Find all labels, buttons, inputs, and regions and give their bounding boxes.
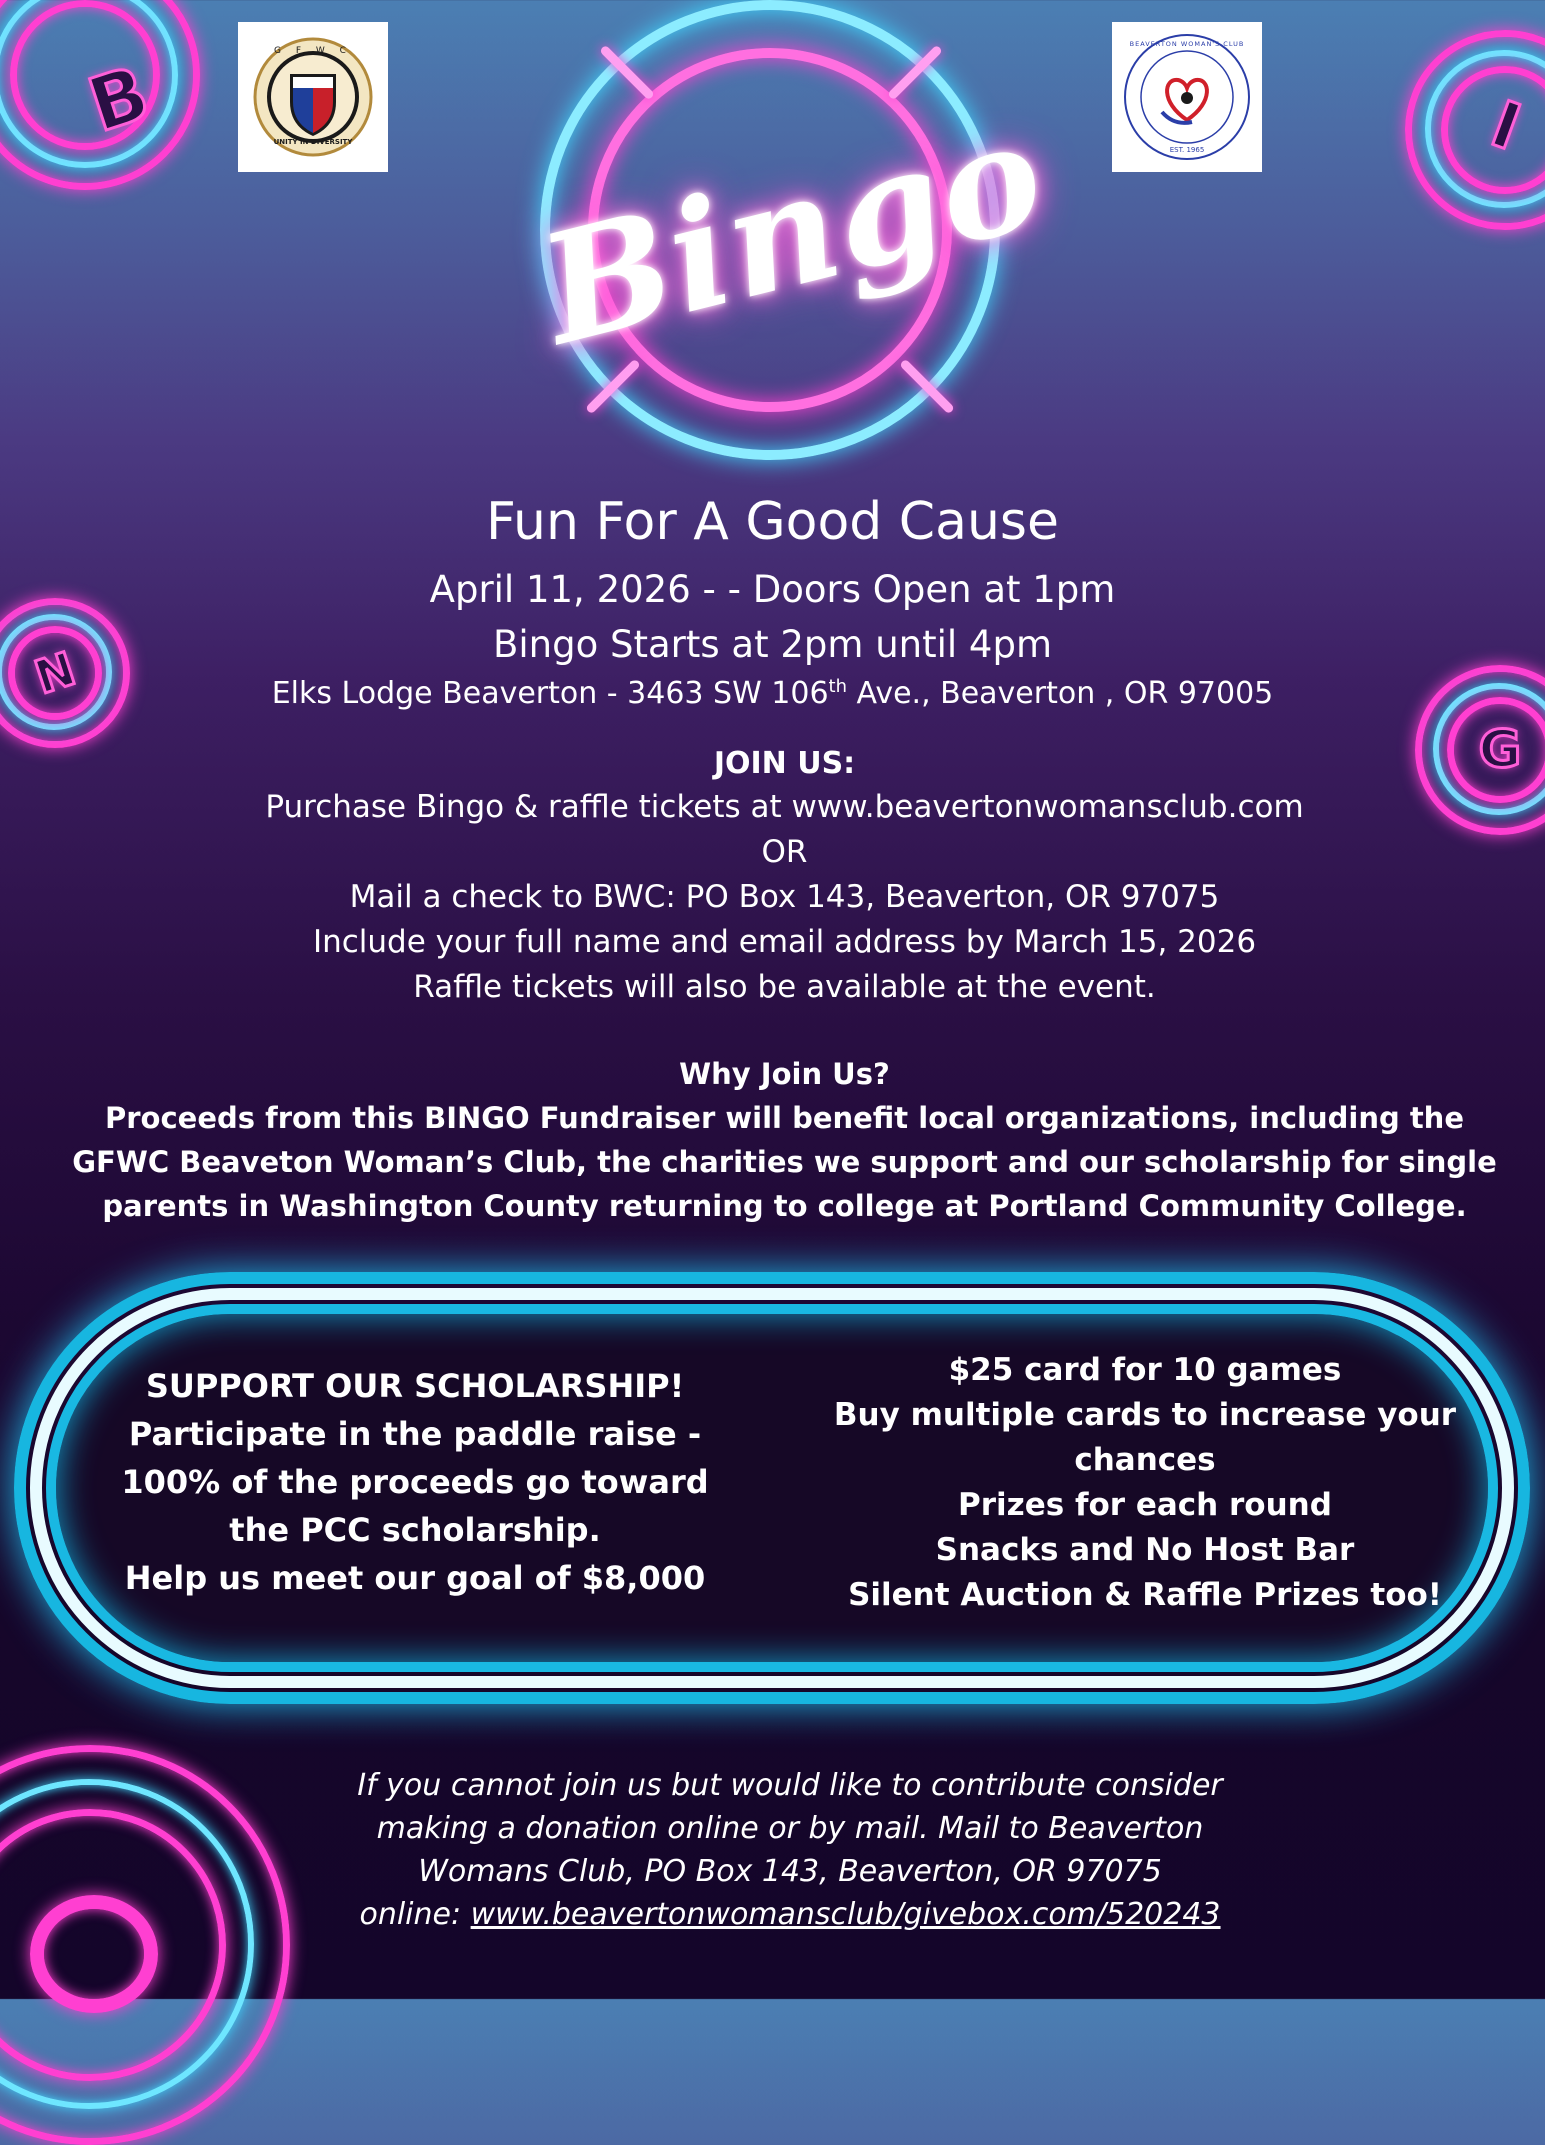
bwc-ring-text: BEAVERTON WOMAN'S CLUB bbox=[1129, 40, 1245, 48]
scholarship-line-3: 100% of the proceeds go toward bbox=[121, 1463, 709, 1501]
ball-letter-i: I bbox=[1481, 87, 1530, 166]
cards-line-6: Silent Auction & Raffle Prizes too! bbox=[848, 1577, 1442, 1613]
bingo-ball-n bbox=[0, 598, 130, 748]
gfwc-ring-text: G F W C bbox=[274, 46, 352, 56]
gfwc-shield-icon bbox=[238, 22, 388, 172]
address-superscript: th bbox=[828, 676, 848, 697]
donation-line-3: Womans Club, PO Box 143, Beaverton, OR 97075 bbox=[418, 1854, 1162, 1889]
event-tagline: Fun For A Good Cause bbox=[485, 492, 1060, 552]
cards-line-5: Snacks and No Host Bar bbox=[935, 1532, 1355, 1568]
bingo-ball-b bbox=[0, 0, 200, 190]
online-label: online: bbox=[359, 1897, 471, 1932]
cards-line-4: Prizes for each round bbox=[958, 1487, 1332, 1523]
scholarship-line-5: Help us meet our goal of $8,000 bbox=[124, 1559, 706, 1597]
cards-line-2: Buy multiple cards to increase your bbox=[833, 1397, 1457, 1433]
bingo-title: Bingo bbox=[525, 85, 1061, 380]
why-line-1: Proceeds from this BINGO Fundraiser will benefit local organizations, including the bbox=[105, 1101, 1464, 1135]
join-line-2: OR bbox=[761, 834, 808, 870]
donation-line-1: If you cannot join us but would like to contribute consider bbox=[357, 1768, 1223, 1803]
address-part-1: Elks Lodge Beaverton - 3463 SW 106 bbox=[271, 676, 829, 711]
event-time-line: Bingo Starts at 2pm until 4pm bbox=[493, 623, 1052, 666]
cards-column bbox=[830, 1348, 1460, 1618]
cards-line-1: $25 card for 10 games bbox=[948, 1352, 1342, 1388]
scholarship-line-2: Participate in the paddle raise - bbox=[128, 1415, 702, 1453]
scholarship-line-1: SUPPORT OUR SCHOLARSHIP! bbox=[145, 1367, 685, 1405]
donation-link[interactable]: www.beavertonwomansclub/givebox.com/520243 bbox=[470, 1897, 1221, 1932]
bingo-ball-o bbox=[0, 1745, 290, 2145]
scholarship-column bbox=[115, 1362, 715, 1602]
join-heading: JOIN US: bbox=[713, 746, 856, 781]
gfwc-logo bbox=[238, 22, 388, 172]
join-line-3: Mail a check to BWC: PO Box 143, Beaverton, OR 97075 bbox=[349, 879, 1220, 915]
bwc-est: EST. 1965 bbox=[1169, 146, 1205, 154]
donation-note bbox=[300, 1764, 1280, 1936]
why-heading: Why Join Us? bbox=[679, 1057, 890, 1091]
event-date-line: April 11, 2026 - - Doors Open at 1pm bbox=[429, 568, 1116, 611]
donation-line-4 bbox=[300, 1893, 1280, 1936]
gfwc-motto: UNITY IN DIVERSITY bbox=[273, 138, 353, 146]
why-line-2: GFWC Beaveton Woman’s Club, the charities we support and our scholarship for single bbox=[72, 1145, 1497, 1179]
ball-letter-b: B bbox=[78, 50, 160, 150]
join-line-5: Raffle tickets will also be available at the event. bbox=[413, 969, 1156, 1005]
event-address bbox=[0, 676, 1545, 711]
bingo-ball-i bbox=[1405, 30, 1545, 230]
join-line-4: Include your full name and email address by March 15, 2026 bbox=[312, 924, 1257, 960]
ball-letter-n: N bbox=[28, 641, 82, 705]
join-line-1: Purchase Bingo & raffle tickets at www.beavertonwomansclub.com bbox=[265, 789, 1304, 825]
cards-line-3: chances bbox=[1074, 1442, 1216, 1478]
bwc-logo bbox=[1112, 22, 1262, 172]
why-line-3: parents in Washington County returning to college at Portland Community College. bbox=[102, 1189, 1467, 1223]
address-part-2: Ave., Beaverton , OR 97005 bbox=[847, 676, 1274, 711]
scholarship-line-4: the PCC scholarship. bbox=[229, 1511, 601, 1549]
donation-line-2: making a donation online or by mail. Mail to Beaverton bbox=[376, 1811, 1204, 1846]
ball-letter-g: G bbox=[1478, 720, 1522, 780]
